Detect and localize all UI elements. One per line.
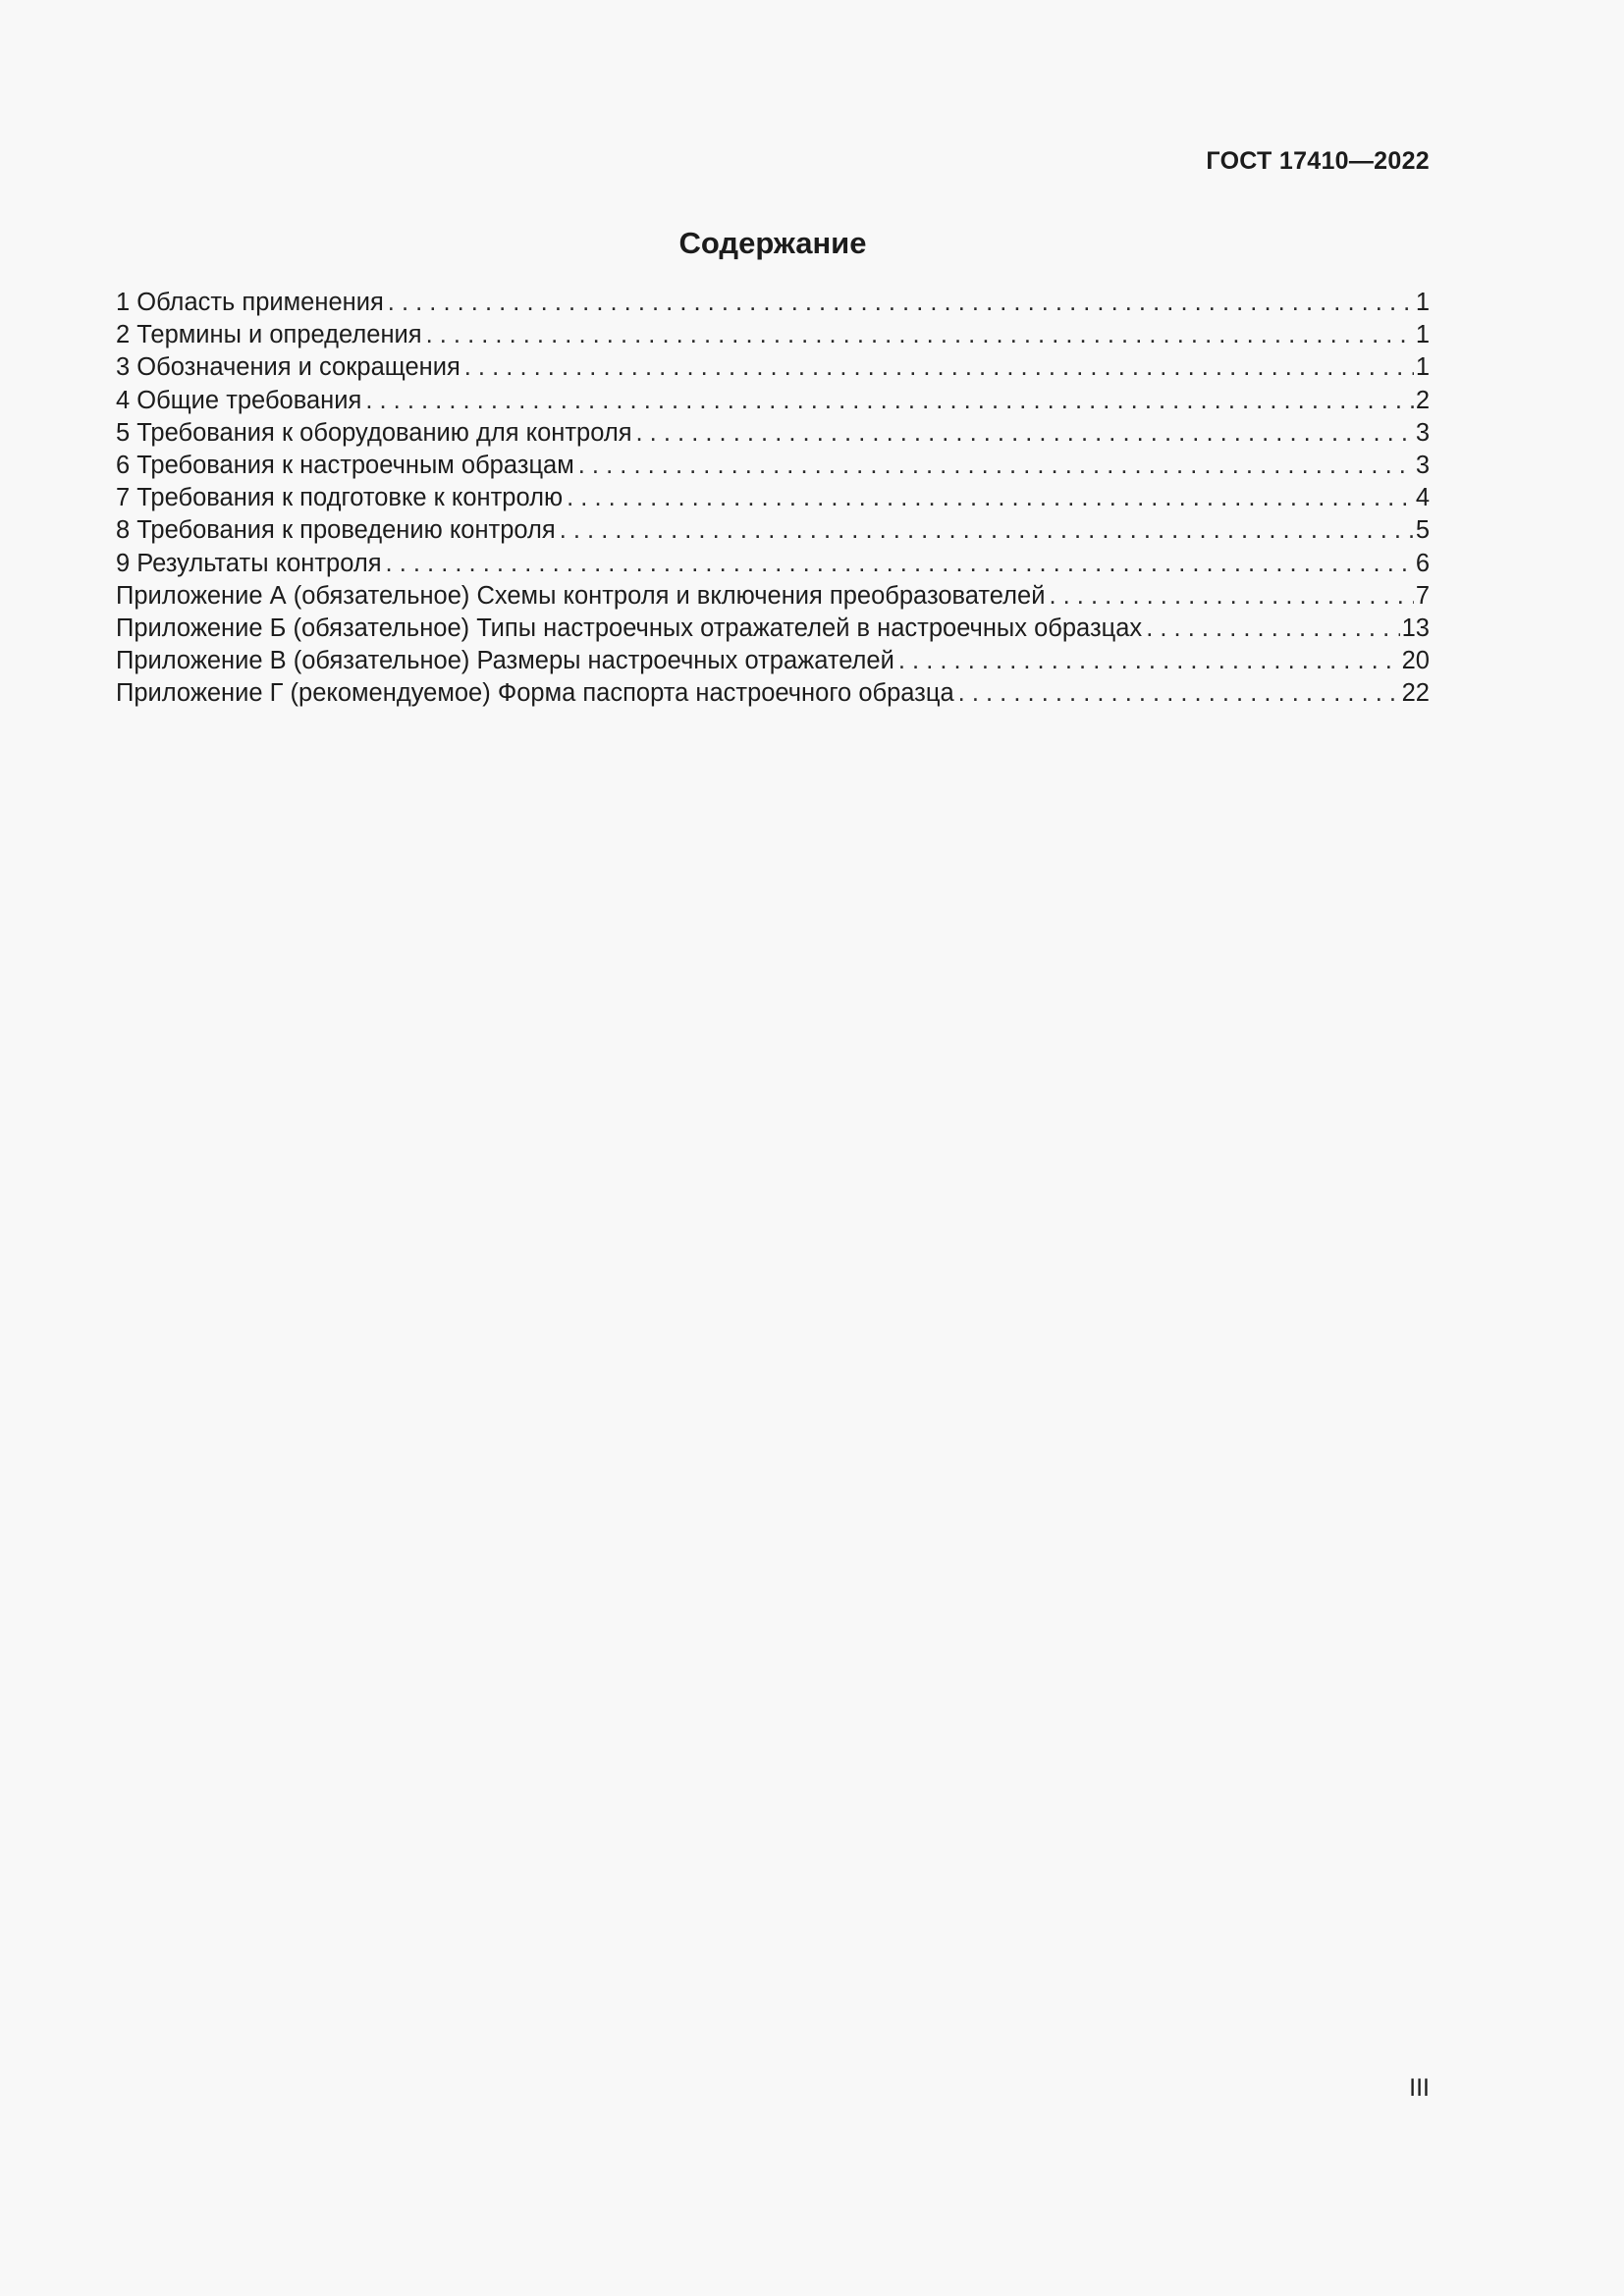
toc-leader-dots	[426, 319, 1414, 351]
toc-entry-label: 4 Общие требования	[116, 386, 362, 414]
toc-entry-page: 1	[1415, 289, 1430, 316]
toc-entry[interactable]	[116, 482, 1430, 514]
toc-entry[interactable]	[116, 351, 1430, 384]
toc-entry[interactable]	[116, 677, 1430, 710]
toc-entry-label: Приложение В (обязательное) Размеры настроечных отражателей	[116, 647, 894, 675]
toc-leader-dots	[1146, 613, 1399, 645]
toc-leader-dots	[567, 482, 1414, 514]
toc-entry-page: 20	[1401, 647, 1430, 675]
toc-entry-page: 2	[1415, 386, 1430, 414]
toc-entry-label: 1 Область применения	[116, 289, 384, 316]
toc-entry-page: 13	[1401, 614, 1430, 642]
toc-entry[interactable]	[116, 580, 1430, 613]
toc-leader-dots	[560, 514, 1414, 547]
toc-leader-dots	[898, 645, 1400, 677]
toc-entry-page: 6	[1415, 549, 1430, 577]
toc-entry[interactable]	[116, 548, 1430, 580]
toc-entry-page: 4	[1415, 484, 1430, 512]
toc-entry-page: 22	[1401, 679, 1430, 708]
toc-entry-label: 3 Обозначения и сокращения	[116, 353, 460, 382]
toc-entry-label: 7 Требования к подготовке к контролю	[116, 484, 564, 512]
toc-entry-label: 9 Результаты контроля	[116, 549, 382, 577]
toc-entry-page: 3	[1415, 418, 1430, 447]
table-of-contents	[116, 287, 1430, 710]
toc-entry-label: 5 Требования к оборудованию для контроля	[116, 418, 632, 447]
toc-leader-dots	[578, 450, 1414, 482]
toc-entry-label: Приложение Б (обязательное) Типы настроечных отражателей в настроечных образцах	[116, 614, 1143, 642]
toc-entry-page: 3	[1415, 451, 1430, 479]
toc-entry[interactable]	[116, 287, 1430, 319]
page-number: III	[1409, 2074, 1430, 2102]
toc-leader-dots	[365, 385, 1413, 417]
toc-leader-dots	[388, 287, 1414, 319]
toc-title: Содержание	[678, 226, 867, 260]
toc-entry-label: Приложение А (обязательное) Схемы контроля и включения преобразователей	[116, 581, 1046, 610]
toc-entry-page: 7	[1415, 581, 1430, 610]
toc-entry-label: Приложение Г (рекомендуемое) Форма паспорта настроечного образца	[116, 679, 954, 708]
toc-entry-page: 1	[1415, 321, 1430, 349]
toc-entry[interactable]	[116, 450, 1430, 482]
toc-leader-dots	[958, 677, 1400, 710]
toc-leader-dots	[386, 548, 1414, 580]
toc-entry-label: 2 Термины и определения	[116, 321, 422, 349]
toc-leader-dots	[636, 417, 1414, 450]
toc-entry-page: 1	[1415, 353, 1430, 382]
toc-entry[interactable]	[116, 385, 1430, 417]
toc-entry-page: 5	[1415, 516, 1430, 545]
toc-entry[interactable]	[116, 645, 1430, 677]
toc-entry-label: 8 Требования к проведению контроля	[116, 516, 556, 545]
toc-entry[interactable]	[116, 319, 1430, 351]
toc-entry-label: 6 Требования к настроечным образцам	[116, 451, 574, 479]
toc-leader-dots	[464, 351, 1414, 384]
toc-entry[interactable]	[116, 613, 1430, 645]
toc-entry[interactable]	[116, 417, 1430, 450]
document-code: ГОСТ 17410—2022	[1206, 147, 1430, 175]
toc-entry[interactable]	[116, 514, 1430, 547]
toc-leader-dots	[1049, 580, 1413, 613]
